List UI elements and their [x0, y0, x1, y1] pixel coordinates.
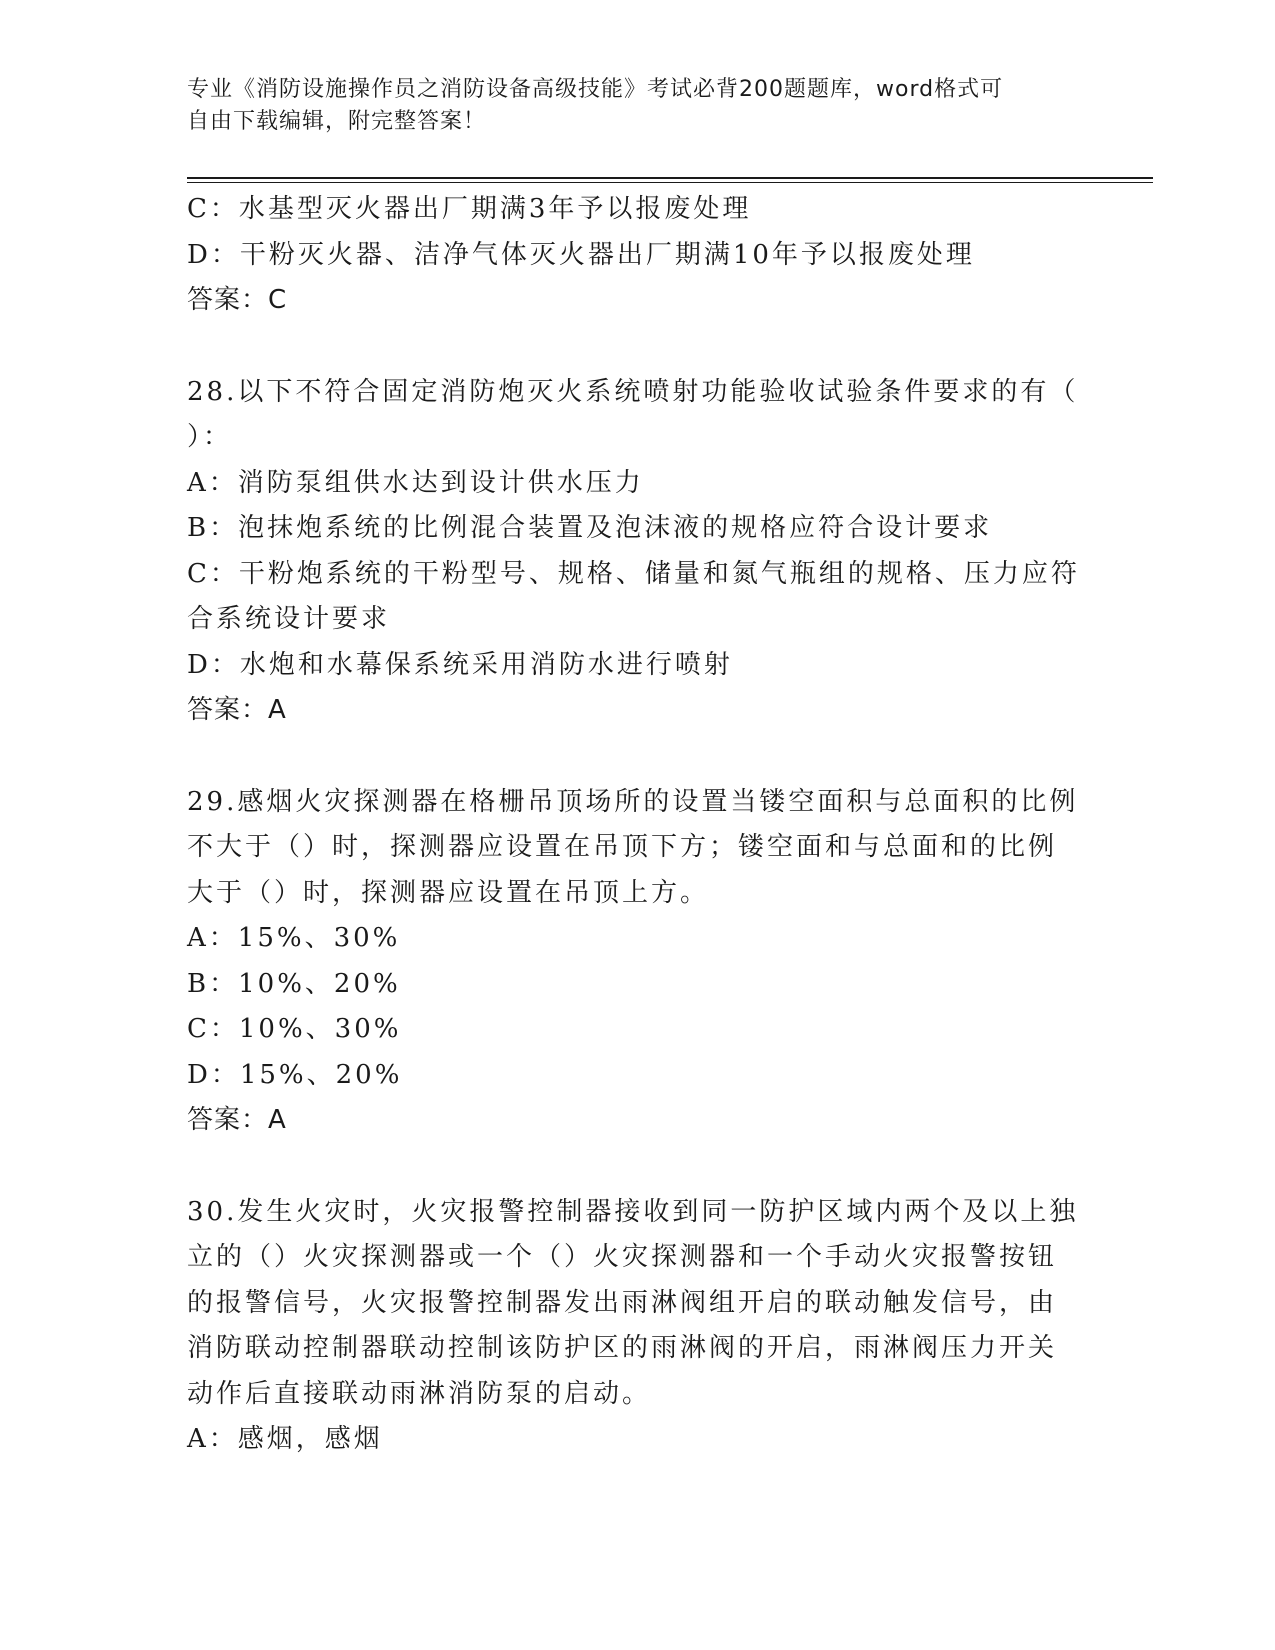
- question-29-stem-line-3: 大于（）时，探测器应设置在吊顶上方。: [187, 877, 710, 908]
- question-29-answer: 答案：A: [187, 1105, 287, 1135]
- question-29-option-d: D：15%、20%: [187, 1059, 403, 1090]
- question-list: [187, 187, 1080, 1463]
- question-30-stem-line-3: 的报警信号，火灾报警控制器发出雨淋阀组开启的联动触发信号，由: [187, 1287, 1058, 1318]
- question-30-stem-line-1: 30.发生火灾时，火灾报警控制器接收到同一防护区域内两个及以上独: [187, 1196, 1079, 1227]
- question-29: [187, 780, 1079, 1144]
- spacer: [187, 324, 1067, 370]
- question-29-stem-line-1: 29.感烟火灾探测器在格栅吊顶场所的设置当镂空面积与总面积的比例: [187, 786, 1079, 817]
- header-divider-thin: [187, 182, 1153, 183]
- question-28-option-c-line-2: 合系统设计要求: [187, 604, 391, 634]
- question-29-option-b: B：10%、20%: [187, 968, 401, 999]
- question-30-stem-line-2: 立的（）火灾探测器或一个（）火灾探测器和一个手动火灾报警按钮: [187, 1242, 1058, 1272]
- question-29-option-a: A：15%、30%: [187, 923, 401, 953]
- question-28-stem-line-1: 28.以下不符合固定消防炮灭火系统喷射功能验收试验条件要求的有（: [187, 376, 1079, 407]
- header-divider-thick: [187, 177, 1153, 179]
- spacer: [187, 1144, 1067, 1190]
- header-line-1: 专业《消防设施操作员之消防设备高级技能》考试必背200题题库，word格式可: [187, 77, 1004, 102]
- question-28-stem-line-2: ）：: [187, 422, 233, 452]
- document-header: [187, 74, 1067, 138]
- question-28-option-d: D：水炮和水幕保系统采用消防水进行喷射: [187, 649, 733, 680]
- question-28-answer: 答案：A: [187, 695, 287, 725]
- question-27-option-d: D：干粉灭火器、洁净气体灭火器出厂期满10年予以报废处理: [187, 239, 975, 270]
- spacer: [187, 734, 1067, 780]
- header-line-2: 自由下载编辑，附完整答案！: [187, 109, 487, 134]
- question-28-option-a: A：消防泵组供水达到设计供水压力: [187, 467, 644, 498]
- question-27-answer: 答案：C: [187, 285, 288, 315]
- question-30: [187, 1190, 1079, 1463]
- question-30-option-a: A：感烟，感烟: [187, 1424, 383, 1454]
- question-30-stem-line-4: 消防联动控制器联动控制该防护区的雨淋阀的开启，雨淋阀压力开关: [187, 1333, 1058, 1363]
- question-28: [187, 370, 1080, 734]
- question-30-stem-line-5: 动作后直接联动雨淋消防泵的启动。: [187, 1378, 652, 1409]
- question-28-option-c-line-1: C：干粉炮系统的干粉型号、规格、储量和氮气瓶组的规格、压力应符: [187, 558, 1080, 589]
- question-27: [187, 187, 1067, 324]
- question-27-option-c: C：水基型灭火器出厂期满3年予以报废处理: [187, 194, 752, 224]
- question-29-option-c: C：10%、30%: [187, 1014, 402, 1044]
- question-28-option-b: B：泡抹炮系统的比例混合装置及泡沫液的规格应符合设计要求: [187, 513, 993, 543]
- question-29-stem-line-2: 不大于（）时，探测器应设置在吊顶下方；镂空面和与总面和的比例: [187, 832, 1058, 862]
